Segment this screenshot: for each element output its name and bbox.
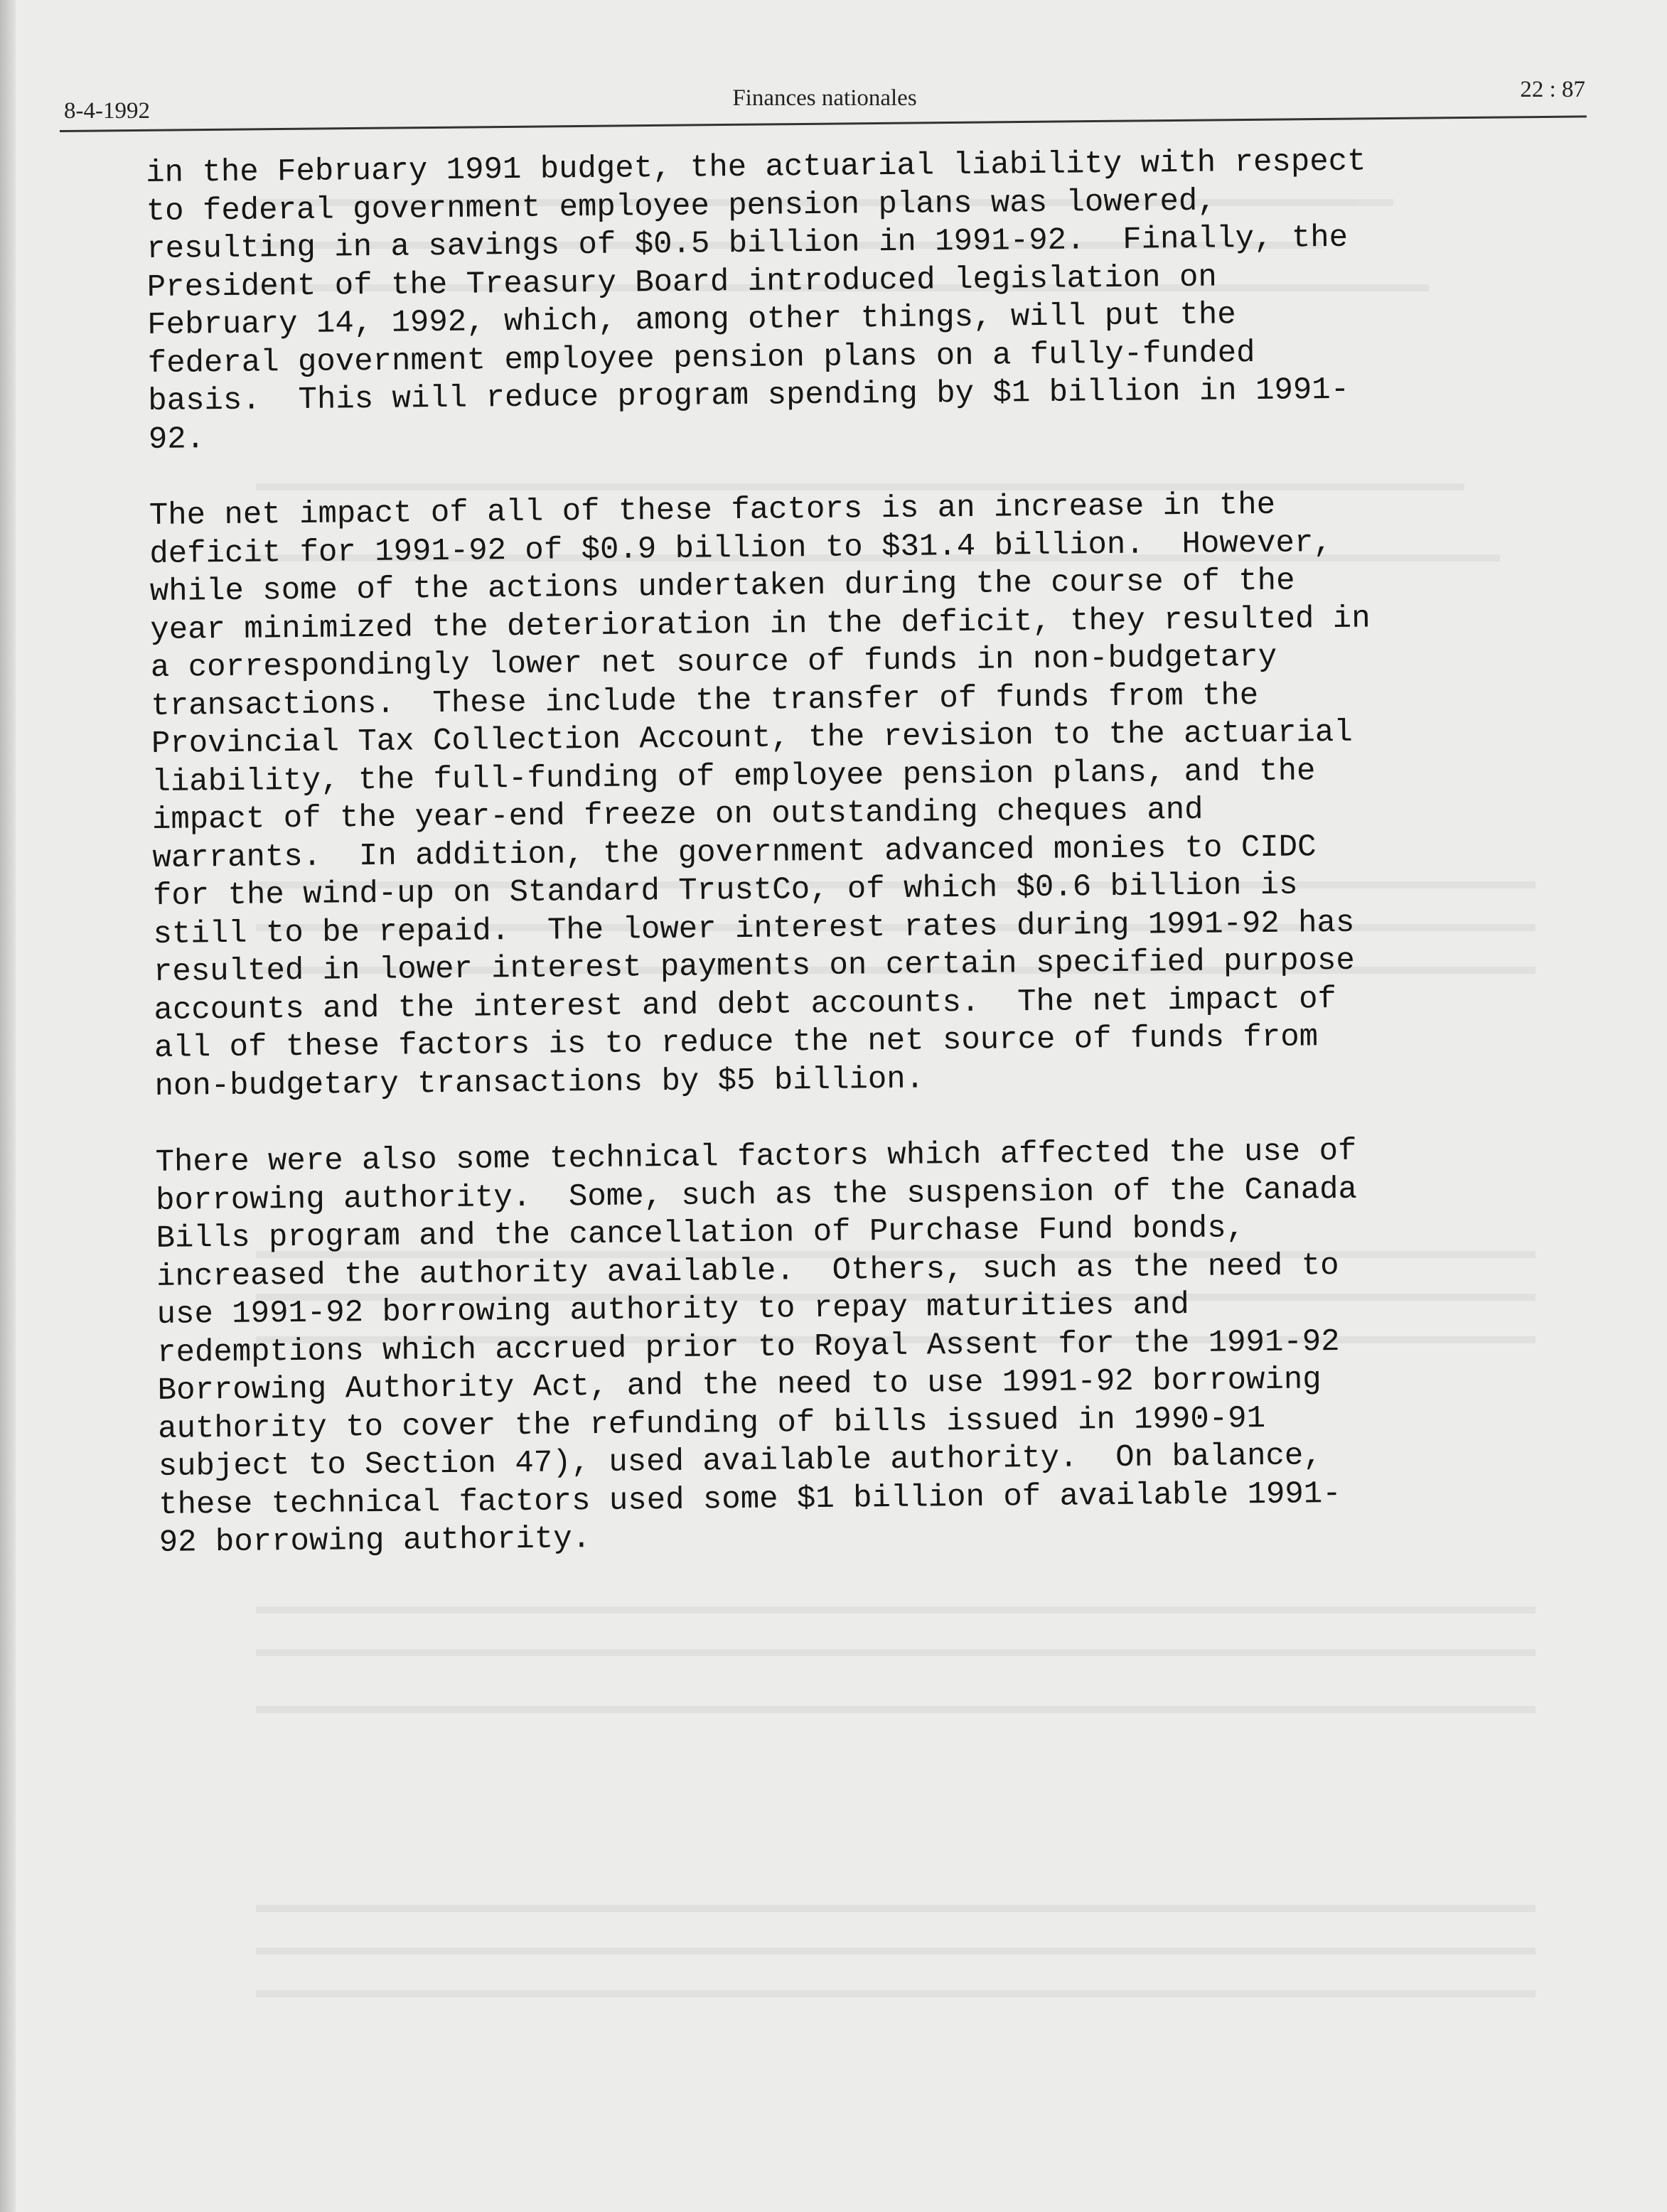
text-line: for the wind-up on Standard TrustCo, of which $0.6 billion is	[152, 867, 1298, 914]
text-line: use 1991-92 borrowing authority to repay maturities and	[156, 1287, 1190, 1333]
text-line: federal government employee pension plans on a fully-funded	[147, 335, 1255, 382]
text-line: impact of the year-end freeze on outstanding cheques and	[151, 792, 1204, 838]
header-page-number: 22 : 87	[1520, 77, 1585, 102]
text-line: transactions. These include the transfer of funds from the	[151, 677, 1259, 724]
paragraph-1	[146, 141, 1577, 459]
text-line: these technical factors used some $1 billion of available 1991-	[158, 1476, 1341, 1523]
text-line: Borrowing Authority Act, and the need to use 1991-92 borrowing	[157, 1362, 1322, 1409]
text-line: resulted in lower interest payments on certain specified purpose	[153, 943, 1356, 990]
page-left-edge	[0, 0, 16, 2212]
text-line: all of these factors is to reduce the net source of funds from	[154, 1019, 1319, 1066]
text-line: The net impact of all of these factors is an increase in the	[149, 487, 1276, 534]
text-line: authority to cover the refunding of bills issued in 1990-91	[157, 1400, 1266, 1447]
text-line: non-budgetary transactions by $5 billion.	[154, 1061, 925, 1105]
text-line: basis. This will reduce program spending by $1 billion in 1991-	[148, 372, 1350, 419]
text-line: borrowing authority. Some, such as the suspension of the Canada	[155, 1171, 1358, 1219]
paragraph-3	[155, 1131, 1588, 1563]
text-line: 92.	[148, 421, 205, 458]
text-line: February 14, 1992, which, among other things, will put the	[147, 297, 1236, 343]
text-line: Bills program and the cancellation of Purchase Fund bonds,	[156, 1210, 1245, 1257]
text-line: while some of the actions undertaken during the course of the	[149, 563, 1295, 610]
text-line: accounts and the interest and debt accounts. The net impact of	[154, 981, 1337, 1029]
text-line: still to be repaid. The lower interest rates during 1991-92 has	[153, 905, 1355, 952]
text-line: subject to Section 47), used available authority. On balance,	[158, 1438, 1322, 1485]
text-line: Provincial Tax Collection Account, the revision to the actuarial	[151, 714, 1353, 762]
header-date: 8-4-1992	[64, 98, 150, 124]
text-line: increased the authority available. Others, such as the need to	[156, 1247, 1339, 1295]
text-line: 92 borrowing authority.	[159, 1521, 591, 1561]
text-line: in the February 1991 budget, the actuarial liability with respect	[146, 144, 1366, 191]
text-line: warrants. In addition, the government advanced monies to CIDC	[152, 829, 1317, 876]
text-line: President of the Treasury Board introduced legislation on	[146, 259, 1218, 306]
header-title: Finances nationales	[732, 85, 917, 111]
text-line: resulting in a savings of $0.5 billion in 1991-92. Finally, the	[146, 220, 1349, 267]
text-line: There were also some technical factors which affected the use of	[155, 1133, 1357, 1181]
body-text	[146, 141, 1588, 1563]
text-line: deficit for 1991-92 of $0.9 billion to $31.4 billion. However,	[149, 525, 1333, 572]
text-line: liability, the full-funding of employee pension plans, and the	[151, 753, 1316, 800]
paragraph-2	[149, 484, 1584, 1106]
text-line: year minimized the deterioration in the deficit, they resulted in	[150, 600, 1371, 648]
text-line: to federal government employee pension plans was lowered,	[146, 183, 1216, 230]
text-line: a correspondingly lower net source of funds in non-budgetary	[150, 639, 1277, 686]
text-line: redemptions which accrued prior to Royal Assent for the 1991-92	[156, 1324, 1340, 1371]
